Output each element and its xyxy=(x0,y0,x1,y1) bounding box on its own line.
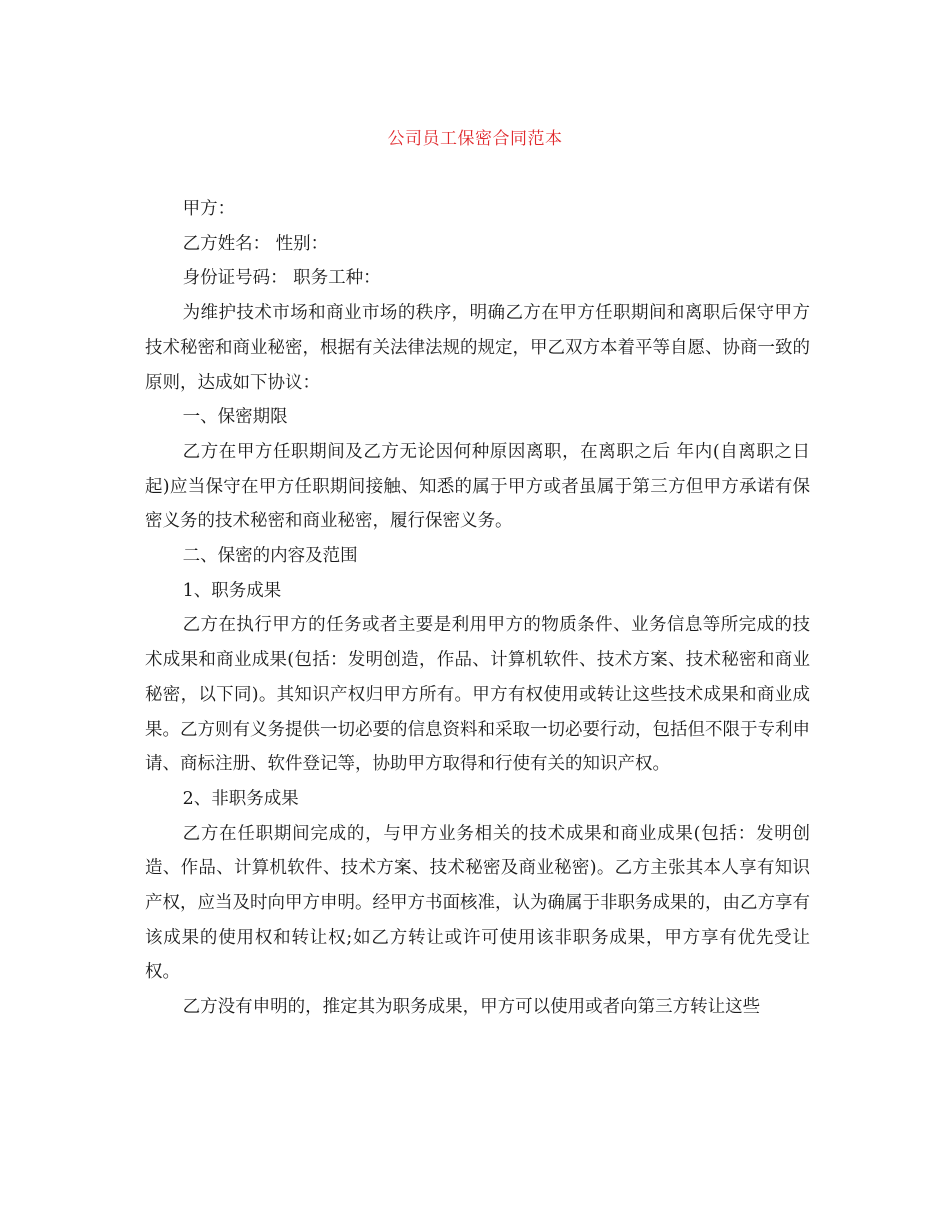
work-results-paragraph: 乙方在执行甲方的任务或者主要是利用甲方的物质条件、业务信息等所完成的技术成果和商业成果(包括：发明创造，作品、计算机软件、技术方案、技术秘密和商业秘密，以下同)。其知识产权归甲方所有。甲方有权使用或转让这些技术成果和商业成果。乙方则有义务提供一切必要的信息资料和采取一切必要行动，包括但不限于专利申请、商标注册、软件登记等，协助甲方取得和行使有关的知识产权。 xyxy=(145,615,810,775)
id-number-line: 身份证号码： 职务工种： xyxy=(182,268,381,289)
section-heading-scope: 二、保密的内容及范围 xyxy=(182,546,358,567)
document-body xyxy=(145,192,810,1025)
document-title: 公司员工保密合同范本 xyxy=(387,129,563,149)
party-b-name-line: 乙方姓名： 性别： xyxy=(182,233,329,254)
undeclared-results-paragraph: 乙方没有申明的，推定其为职务成果，甲方可以使用或者向第三方转让这些 xyxy=(182,997,761,1018)
subsection-heading-non-work-results: 2、非职务成果 xyxy=(182,788,299,809)
preamble-paragraph: 为维护技术市场和商业市场的秩序，明确乙方在甲方任职期间和离职后保守甲方技术秘密和商业秘密，根据有关法律法规的规定，甲乙双方本着平等自愿、协商一致的原则，达成如下协议： xyxy=(145,303,810,393)
term-paragraph: 乙方在甲方任职期间及乙方无论因何种原因离职，在离职之后 年内(自离职之日起)应当保守在甲方任职期间接触、知悉的属于甲方或者虽属于第三方但甲方承诺有保密义务的技术秘密和商业秘密，履行保密义务。 xyxy=(145,441,810,532)
non-work-results-paragraph: 乙方在任职期间完成的，与甲方业务相关的技术成果和商业成果(包括：发明创造、作品、计算机软件、技术方案、技术秘密及商业秘密)。乙方主张其本人享有知识产权，应当及时向甲方申明。经甲方书面核准，认为确属于非职务成果的，由乙方享有该成果的使用权和转让权;如乙方转让或许可使用该非职务成果，甲方享有优先受让权。 xyxy=(145,823,810,983)
party-a-line: 甲方： xyxy=(182,199,236,219)
subsection-heading-work-results: 1、职务成果 xyxy=(182,580,282,601)
section-heading-term: 一、保密期限 xyxy=(182,407,288,428)
